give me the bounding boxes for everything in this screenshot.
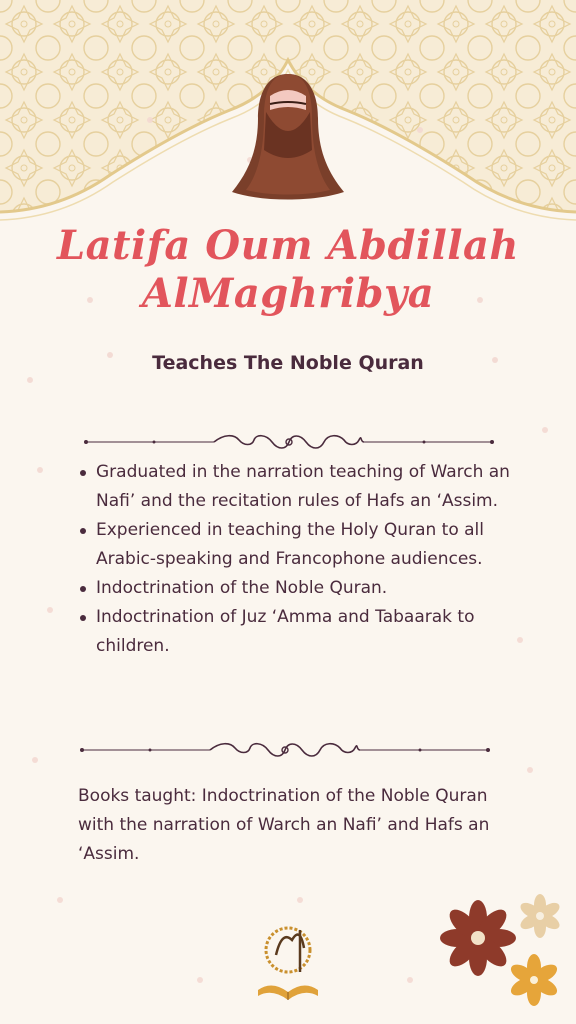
list-item: Indoctrination of Juz ‘Amma and Tabaarak to children. (78, 603, 548, 661)
list-item: Indoctrination of the Noble Quran. (78, 574, 548, 603)
teaches-subtitle: Teaches The Noble Quran (152, 352, 424, 374)
books-taught: Books taught: Indoctrination of the Noble Quran with the narration of Warch an Nafi’ and Hafs an ‘Assim. (78, 786, 490, 864)
list-item: Graduated in the narration teaching of Warch an Nafi’ and the recitation rules of Hafs an ‘Assim. (78, 458, 548, 516)
teacher-name-line1: Latifa Oum Abdillah (57, 222, 519, 269)
list-item: Experienced in teaching the Holy Quran to all Arabic-speaking and Francophone audiences. (78, 516, 548, 574)
teacher-name-line2: AlMaghribya (141, 270, 435, 317)
